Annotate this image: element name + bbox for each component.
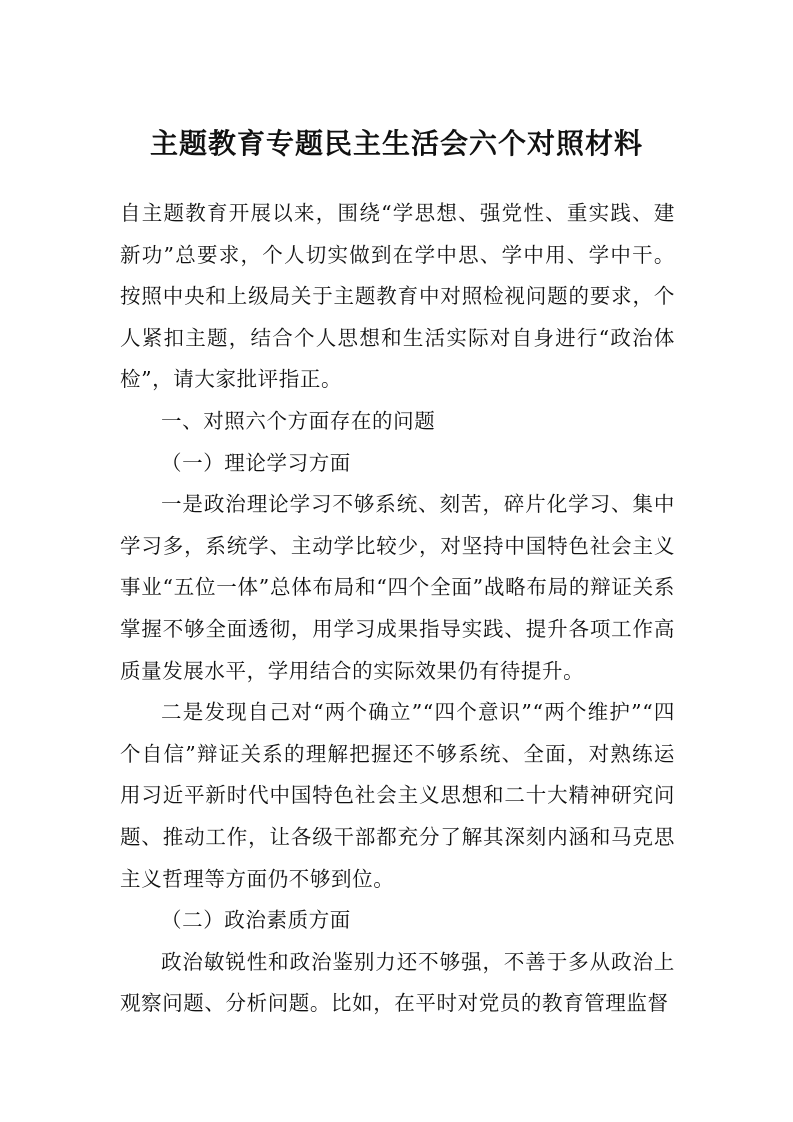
- document-title: 主题教育专题民主生活会六个对照材料: [149, 127, 643, 160]
- subsection-heading-theory: （一）理论学习方面: [161, 450, 351, 475]
- paragraph-theory-1: 一是政治理论学习不够系统、刻苦，碎片化学习、集中学习多，系统学、主动学比较少，对坚持中国特色社会主义事业“五位一体”总体布局和“四个全面”战略布局的辩证关系掌握不够全面透彻，用学习成果指导实践、提升各项工作高质量发展水平，学用结合的实际效果仍有待提升。: [120, 492, 675, 683]
- subsection-heading-politics: （二）政治素质方面: [161, 908, 351, 933]
- paragraph-theory-2: 二是发现自己对“两个确立”“四个意识”“两个维护”“四个自信”辩证关系的理解把握还不够系统、全面，对熟练运用习近平新时代中国特色社会主义思想和二十大精神研究问题、推动工作，让各级干部都充分了解其深刻内涵和马克思主义哲理等方面仍不够到位。: [120, 700, 675, 891]
- intro-paragraph: 自主题教育开展以来，围绕“学思想、强党性、重实践、建新功”总要求，个人切实做到在学中思、学中用、学中干。按照中央和上级局关于主题教育中对照检视问题的要求，个人紧扣主题，结合个人思想和生活实际对自身进行“政治体检”，请大家批评指正。: [120, 201, 675, 392]
- document-body: [120, 193, 675, 1025]
- section-heading-1: 一、对照六个方面存在的问题: [161, 408, 436, 433]
- paragraph-politics-1: 政治敏锐性和政治鉴别力还不够强，不善于多从政治上观察问题、分析问题。比如，在平时对党员的教育管理监督: [120, 949, 675, 1016]
